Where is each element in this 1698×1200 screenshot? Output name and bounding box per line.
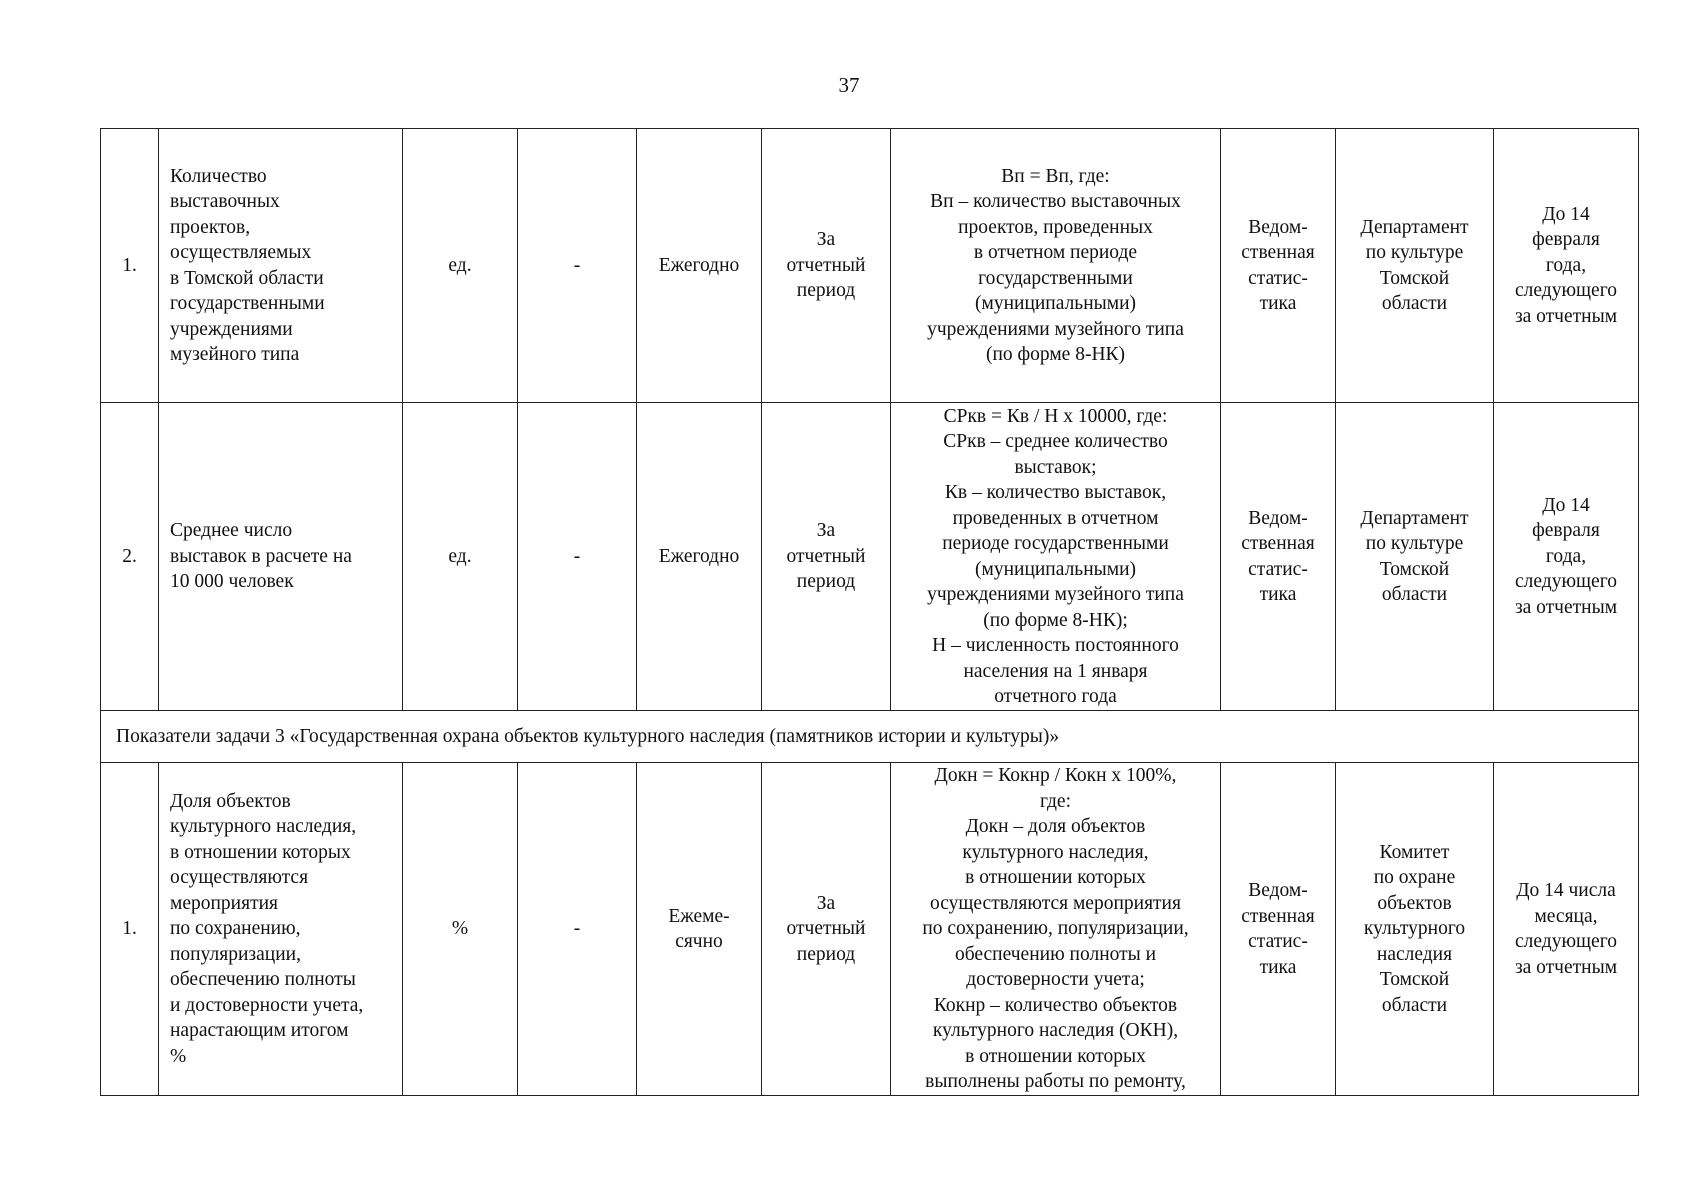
periodicity-cell: Ежегодно	[637, 403, 762, 711]
formula-cell: СРкв = Кв / Н х 10000, где: СРкв – среднее количество выставок; Кв – количество выставок, проведенных в отчетном периоде государственными (муниципальными) учреждениями музейного типа (по форме 8-НК); Н – численность постоянного населения на 1 января отчетного года	[891, 403, 1221, 711]
section-header-row	[101, 711, 1639, 763]
unit-cell: ед.	[403, 403, 518, 711]
dash-cell: -	[518, 403, 637, 711]
data-source-cell: Ведом- ственная статис- тика	[1221, 403, 1336, 711]
responsible-cell: Департамент по культуре Томской области	[1336, 129, 1494, 403]
indicator-name-cell: Среднее число выставок в расчете на 10 000 человек	[159, 403, 403, 711]
deadline-cell: До 14 февраля года, следующего за отчетным	[1494, 403, 1639, 711]
deadline-cell: До 14 числа месяца, следующего за отчетным	[1494, 763, 1639, 1096]
unit-cell: %	[403, 763, 518, 1096]
indicator-name-cell: Количество выставочных проектов, осуществляемых в Томской области государственными учреждениями музейного типа	[159, 129, 403, 403]
row-number-cell: 1.	[101, 763, 159, 1096]
periodicity-cell: Ежеме- сячно	[637, 763, 762, 1096]
dash-cell: -	[518, 129, 637, 403]
dash-cell: -	[518, 763, 637, 1096]
formula-cell: Вп = Вп, где: Вп – количество выставочных проектов, проведенных в отчетном периоде государственными (муниципальными) учреждениями музейного типа (по форме 8-НК)	[891, 129, 1221, 403]
indicators-table	[100, 128, 1639, 1096]
table-row	[101, 129, 1639, 403]
row-number-cell: 1.	[101, 129, 159, 403]
deadline-cell: До 14 февраля года, следующего за отчетным	[1494, 129, 1639, 403]
indicator-name-cell: Доля объектов культурного наследия, в отношении которых осуществляются мероприятия по сохранению, популяризации, обеспечению полноты и достоверности учета, нарастающим итогом %	[159, 763, 403, 1096]
periodicity-cell: Ежегодно	[637, 129, 762, 403]
row-number-cell: 2.	[101, 403, 159, 711]
time-characteristic-cell: За отчетный период	[762, 403, 891, 711]
data-source-cell: Ведом- ственная статис- тика	[1221, 763, 1336, 1096]
section-title: Показатели задачи 3 «Государственная охрана объектов культурного наследия (памятников истории и культуры)»	[101, 711, 1639, 763]
formula-cell: Докн = Кокнр / Кокн х 100%, где: Докн – доля объектов культурного наследия, в отношении которых осуществляются мероприятия по сохранению, популяризации, обеспечению полноты и достоверности учета; Кокнр – количество объектов культурного наследия (ОКН), в отношении которых выполнены работы по ремонту,	[891, 763, 1221, 1096]
time-characteristic-cell: За отчетный период	[762, 129, 891, 403]
table-row	[101, 403, 1639, 711]
time-characteristic-cell: За отчетный период	[762, 763, 891, 1096]
data-source-cell: Ведом- ственная статис- тика	[1221, 129, 1336, 403]
page-number: 37	[838, 73, 860, 97]
responsible-cell: Департамент по культуре Томской области	[1336, 403, 1494, 711]
responsible-cell: Комитет по охране объектов культурного наследия Томской области	[1336, 763, 1494, 1096]
table-row	[101, 763, 1639, 1096]
unit-cell: ед.	[403, 129, 518, 403]
